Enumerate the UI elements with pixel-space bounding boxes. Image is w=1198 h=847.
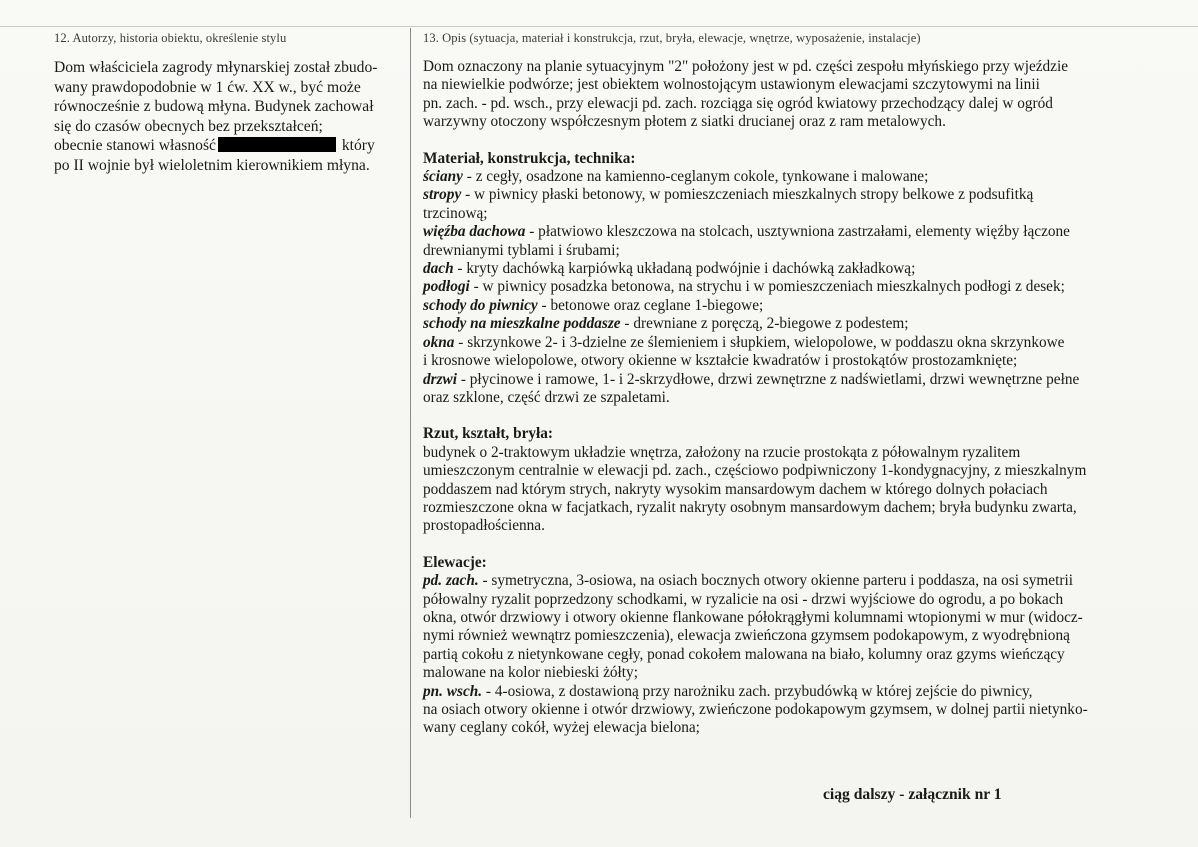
material-title: Materiał, konstrukcja, technika:: [423, 149, 636, 167]
elevation-line: pd. zach. - symetryczna, 3-osiowa, na osiach bocznych otwory okienne parteru i poddasza, na osi symetrii: [423, 572, 1073, 590]
elevation-line: wany ceglany cokół, wyżej elewacja bielona;: [423, 719, 700, 737]
left-line: Dom właściciela zagrody młynarskiej został zbudo-: [54, 59, 378, 76]
elevation-line: półowalny ryzalit poprzedzony schodkami, w ryzalicie na osi - drzwi wyjściowe do ogrodu, a po bokach: [423, 590, 1064, 608]
redaction-bar: [218, 137, 336, 152]
top-border: [0, 26, 1198, 27]
elevation-line: okna, otwór drzwiowy i otwory okienne flankowane półokrągłymi kolumnami wtopionymi w mur (widocz-: [423, 608, 1083, 626]
intro-line: Dom oznaczony na planie sytuacyjnym "2" położony jest w pd. części zespołu młyńskiego przy wjeździe: [423, 58, 1069, 75]
material-entry: schody do piwnicy - betonowe oraz ceglane 1-biegowe;: [423, 296, 764, 314]
left-column: [54, 31, 404, 176]
left-line-part: który: [337, 137, 375, 155]
plan-line: rozmieszczone okna w facjatkach, ryzalit nakryty osobnym mansardowym dachem; bryła budynku zwarta,: [423, 498, 1077, 516]
elevation-line: partią cokołu z nietynkowane cegły, ponad cokołem malowana na biało, kolumny oraz gzyms wieńczący: [423, 645, 1065, 663]
left-line: równocześnie z budową młyna. Budynek zachował: [54, 98, 374, 116]
plan-line: prostopadłościenna.: [423, 517, 545, 535]
elevation-line: pn. wsch. - 4-osiowa, z dostawioną przy narożniku zach. przybudówką w której zejście do piwnicy,: [423, 682, 1033, 700]
column-divider: [410, 28, 411, 818]
material-entry: schody na mieszkalne poddasze - drewniane z poręczą, 2-biegowe z podestem;: [423, 315, 909, 333]
elevations-section: [423, 554, 1183, 738]
author-history-text: [54, 58, 404, 176]
intro-paragraph: [423, 58, 1183, 132]
material-entry: trzcinową;: [423, 204, 488, 222]
material-entry: podłogi - w piwnicy posadzka betonowa, na strychu i w pomieszczeniach mieszkalnych podłogi z desek;: [423, 278, 1065, 296]
left-line: [54, 136, 404, 156]
material-entry: dach - kryty dachówką karpiówką układaną podwójnie i dachówką zakładkową;: [423, 260, 916, 278]
material-entry: drzwi - płycinowe i ramowe, 1- i 2-skrzydłowe, drzwi zewnętrzne z nadświetlami, drzwi wewnętrzne pełne: [423, 370, 1080, 388]
plan-title: Rzut, kształt, bryła:: [423, 425, 554, 443]
intro-line: pn. zach. - pd. wsch., przy elewacji pd. zach. rozciąga się ogród kwiatowy przechodzący dalej w ogród: [423, 94, 1053, 112]
elevation-line: nymi również wewnątrz pomieszczenia), elewacja zwieńczona gzymsem podokapowym, z wyodrębnioną: [423, 627, 1070, 645]
left-line: po II wojnie był wieloletnim kierownikiem młyna.: [54, 156, 370, 174]
material-entry: więźba dachowa - płatwiowo kleszczowa na stolcach, usztywniona zastrzałami, elementy więźby łączone: [423, 223, 1070, 241]
plan-line: umieszczonym centralnie w elewacji pd. zach., częściowo podpiwniczony 1-kondygnacyjny, z mieszkalnym: [423, 462, 1087, 480]
plan-section: [423, 425, 1183, 535]
continuation-note: ciąg dalszy - załącznik nr 1: [823, 786, 1002, 803]
material-entry: okna - skrzynkowe 2- i 3-dzielne ze ślemieniem i słupkiem, wielopolowe, w poddaszu okna skrzynkowe: [423, 333, 1065, 351]
field-12-header: 12. Autorzy, historia obiektu, określenie stylu: [54, 31, 287, 45]
elevation-line: na osiach otwory okienne i otwór drzwiowy, zwieńczone podokapowym gzymsem, w dolnej partii nietynko-: [423, 701, 1088, 718]
material-section: [423, 150, 1183, 408]
material-entry: oraz szklone, część drzwi ze szpaletami.: [423, 388, 670, 406]
material-entry: i krosnowe wielopolowe, otwory okienne w kształcie kwadratów i prostokątów prostozamknięte;: [423, 352, 1018, 370]
material-entry: stropy - w piwnicy płaski betonowy, w pomieszczeniach mieszkalnych stropy belkowe z podsufitką: [423, 186, 1034, 204]
intro-line: warzywny otoczony współczesnym płotem z siatki drucianej oraz z ram metalowych.: [423, 113, 946, 131]
left-line-part: obecnie stanowi własność: [54, 137, 216, 155]
elevation-line: malowane na kolor niebieski żółty;: [423, 664, 638, 682]
material-entry: ściany - z cegły, osadzone na kamienno-ceglanym cokole, tynkowane i malowane;: [423, 168, 929, 186]
plan-line: budynek o 2-traktowym układzie wnętrza, założony na rzucie prostokąta z półowalnym ryzalitem: [423, 443, 1021, 461]
left-line: wany prawdopodobnie w 1 ćw. XX w., być może: [54, 78, 361, 96]
field-13-header: 13. Opis (sytuacja, materiał i konstrukcja, rzut, bryła, elewacje, wnętrze, wyposażenie, instalacje): [423, 31, 921, 45]
intro-line: na niewielkie podwórze; jest obiektem wolnostojącym ustawionym elewacjami szczytowymi na linii: [423, 76, 1040, 94]
plan-line: poddaszem nad którym strych, nakryty wysokim mansardowym dachem w którego dolnych połaciach: [423, 480, 1048, 498]
left-line: się do czasów obecnych bez przekształceń;: [54, 117, 323, 135]
right-column: [423, 31, 1183, 738]
elevations-title: Elewacje:: [423, 553, 487, 571]
material-entry: drewnianymi tyblami i śrubami;: [423, 241, 620, 259]
